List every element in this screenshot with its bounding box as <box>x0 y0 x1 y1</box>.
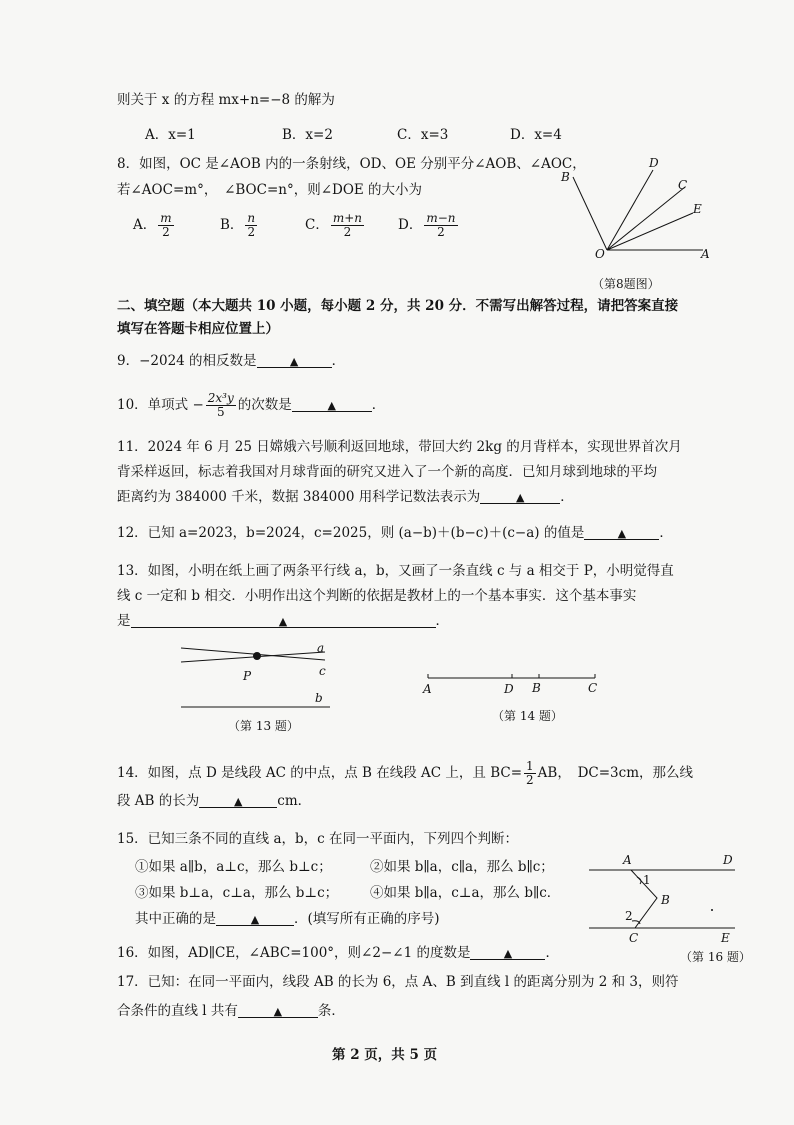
q17-answer-blank[interactable] <box>238 1002 318 1018</box>
section2-heading-line2: 填写在答题卡相应位置上） <box>117 321 279 337</box>
label-a: A <box>701 247 710 261</box>
q8-line1: 8．如图，OC 是∠AOB 内的一条射线，OD、OE 分别平分∠AOB、∠AOC， <box>117 156 586 172</box>
label-d: D <box>649 156 659 170</box>
q12-answer-blank[interactable] <box>584 524 659 540</box>
label-c: C <box>678 178 688 192</box>
q12-text: 12．已知 a=2023，b=2024，c=2025，则 (a−b)＋(b−c)＋(c−a) 的值是 <box>117 525 585 541</box>
q10 <box>117 392 385 419</box>
q17-end: 条． <box>317 1003 345 1019</box>
q8-option-c <box>305 212 366 239</box>
q14-answer-blank[interactable] <box>199 792 277 808</box>
label-e: E <box>693 202 702 216</box>
q8-option-b-denominator: 2 <box>247 225 256 239</box>
q11-line2: 背采样返回，标志着我国对月球背面的研究又进入了一个新的高度．已知月球到地球的平均 <box>117 464 657 480</box>
label-d: D <box>504 682 514 696</box>
q13-line1: 13．如图，小明在纸上画了两条平行线 a，b，又画了一条直线 c 与 a 相交于 P，小明觉得直 <box>117 563 674 579</box>
label-a: A <box>623 853 632 867</box>
section2-heading-line1: 二、填空题（本大题共 10 小题，每小题 2 分，共 20 分．不需写出解答过程，请把答案直接 <box>117 298 679 314</box>
ray-oc <box>607 187 685 250</box>
q17-line1: 17．已知：在同一平面内，线段 AB 的长为 6，点 A、B 到直线 l 的距离分别为 2 和 3，则符 <box>117 974 679 990</box>
q13-line2: 线 c 一定和 b 相交．小明作出这个判断的依据是教材上的一个基本事实．这个基本事实 <box>117 588 637 604</box>
q15-judgment-3: ③如果 b⊥a，c⊥a，那么 b⊥c； <box>135 885 339 901</box>
q8-option-b-fraction <box>245 212 257 239</box>
q8-option-a-fraction <box>158 212 173 239</box>
label-angle-1: 1 <box>643 873 651 887</box>
q16-text: 16．如图，AD∥CE，∠ABC=100°，则∠2−∠1 的度数是 <box>117 945 471 961</box>
label-a: A <box>423 682 432 696</box>
stray-dot <box>711 909 713 911</box>
label-o: O <box>595 247 605 261</box>
q8-option-b-numerator: n <box>247 211 256 225</box>
angle-1-arc <box>637 877 641 884</box>
q8-option-c-denominator: 2 <box>343 225 352 239</box>
q8-option-d-denominator: 2 <box>437 225 445 239</box>
q16-caption: （第 16 题） <box>680 950 751 964</box>
ray-oe <box>607 213 693 250</box>
q10-numerator: 2x³y <box>207 391 234 405</box>
q7-option-b: B．x=2 <box>282 127 333 143</box>
label-b: B <box>661 893 670 907</box>
label-e: E <box>721 931 730 945</box>
q14-text-after: AB， DC=3cm，那么线 <box>537 765 693 781</box>
q7-option-d: D．x=4 <box>510 127 562 143</box>
label-c: C <box>629 931 639 945</box>
blank-marker: ▲ <box>516 491 525 504</box>
point-p <box>253 652 261 660</box>
q10-text: 10．单项式 − <box>117 397 204 413</box>
q11-line1: 11．2024 年 6 月 25 日嫦娥六号顺利返回地球，带回大约 2kg 的月背样本，实现世界首次月 <box>117 439 682 455</box>
label-a: a <box>317 641 325 655</box>
q8-option-a <box>133 212 176 239</box>
page-footer: 第 2 页，共 5 页 <box>332 1047 438 1063</box>
q15-line1: 15．已知三条不同的直线 a，b，c 在同一平面内，下列四个判断： <box>117 831 519 847</box>
q14-line2 <box>117 792 311 810</box>
q16-figure <box>585 850 745 945</box>
q8-caption: （第8题图） <box>592 277 660 291</box>
q14-text: 14．如图，点 D 是线段 AC 的中点，点 B 在线段 AC 上，且 BC= <box>117 765 523 781</box>
q8-option-d-label: D． <box>398 217 423 233</box>
q16-end: ． <box>545 945 559 961</box>
label-d: D <box>723 853 733 867</box>
q10-text-mid: 的次数是 <box>237 397 292 413</box>
q10-fraction <box>206 392 236 419</box>
q8-option-a-numerator: m <box>160 211 172 225</box>
q8-option-c-label: C． <box>305 217 329 233</box>
label-b: B <box>561 170 570 184</box>
q11-text: 距离约为 384000 千米，数据 384000 用科学记数法表示为 <box>117 489 481 505</box>
q14-fraction <box>524 760 536 787</box>
ray-ob <box>573 177 607 250</box>
q13-answer-blank[interactable] <box>131 612 436 628</box>
q7-text: 则关于 x 的方程 mx+n=−8 的解为 <box>117 92 335 108</box>
blank-marker: ▲ <box>250 913 260 926</box>
label-b: b <box>315 691 323 705</box>
q11-answer-blank[interactable] <box>480 488 560 504</box>
q13-text: 是 <box>117 613 131 629</box>
q14-denominator: 2 <box>526 773 534 787</box>
q15-answer-blank[interactable] <box>216 910 294 926</box>
q14-text-2: 段 AB 的长为 <box>117 793 200 809</box>
blank-marker: ▲ <box>327 399 337 412</box>
label-p: P <box>243 669 252 683</box>
q14-figure <box>420 668 610 698</box>
q12 <box>117 524 673 542</box>
q15-line4 <box>135 910 440 928</box>
q7-option-a: A．x=1 <box>145 127 196 143</box>
q11-line3 <box>117 488 574 506</box>
q10-end: ． <box>371 397 386 413</box>
q9-text: 9．−2024 的相反数是 <box>117 353 257 369</box>
q14-end: cm． <box>277 793 312 809</box>
q8-option-d-fraction <box>424 212 457 239</box>
q8-option-d-numerator: m−n <box>426 211 456 225</box>
q13-line3 <box>117 612 449 630</box>
q8-option-a-denominator: 2 <box>162 225 170 239</box>
blank-marker: ▲ <box>617 527 627 540</box>
q7-option-c: C．x=3 <box>397 127 449 143</box>
q17-line2 <box>117 1002 345 1020</box>
q9 <box>117 352 345 370</box>
q9-answer-blank[interactable] <box>257 352 332 368</box>
q17-text: 合条件的直线 l 共有 <box>117 1003 238 1019</box>
q13-end: ． <box>435 613 449 629</box>
q8-option-c-fraction <box>331 212 364 239</box>
q15-judgment-2: ②如果 b∥a，c∥a，那么 b∥c； <box>370 859 554 875</box>
label-c: c <box>319 664 326 678</box>
q11-end: ． <box>560 489 574 505</box>
q14-line1 <box>117 760 693 787</box>
blank-marker: ▲ <box>503 947 513 960</box>
q8-line2: 若∠AOC=m°， ∠BOC=n°，则∠DOE 的大小为 <box>117 182 423 198</box>
label-angle-2: 2 <box>625 909 633 923</box>
q15-text: 其中正确的是 <box>135 911 216 927</box>
blank-marker: ▲ <box>273 1005 283 1018</box>
q13-caption: （第 13 题） <box>228 719 299 733</box>
label-b: B <box>532 681 541 695</box>
q15-judgment-4: ④如果 b∥a，c⊥a，那么 b∥c． <box>370 885 561 901</box>
q14-caption: （第 14 题） <box>492 709 563 723</box>
q16-answer-blank[interactable] <box>470 944 545 960</box>
ray-od <box>607 170 653 250</box>
q8-option-b-label: B． <box>220 217 244 233</box>
q8-figure <box>555 155 715 265</box>
q13-figure <box>175 640 340 715</box>
label-c: C <box>588 681 598 695</box>
q10-denominator: 5 <box>216 405 225 419</box>
q9-end: ． <box>331 353 346 369</box>
q8-option-d <box>398 212 460 239</box>
q16 <box>117 944 559 962</box>
blank-marker: ▲ <box>234 795 243 808</box>
blank-marker: ▲ <box>289 355 299 368</box>
blank-marker: ▲ <box>278 615 288 628</box>
q12-end: ． <box>659 525 673 541</box>
q14-numerator: 1 <box>526 759 534 773</box>
q15-end: ．(填写所有正确的序号) <box>294 911 440 927</box>
q15-judgment-1: ①如果 a∥b，a⊥c，那么 b⊥c； <box>135 859 332 875</box>
q8-option-a-label: A． <box>133 217 157 233</box>
q10-answer-blank[interactable] <box>292 396 372 412</box>
q8-option-c-numerator: m+n <box>332 211 363 225</box>
q8-option-b <box>220 212 259 239</box>
